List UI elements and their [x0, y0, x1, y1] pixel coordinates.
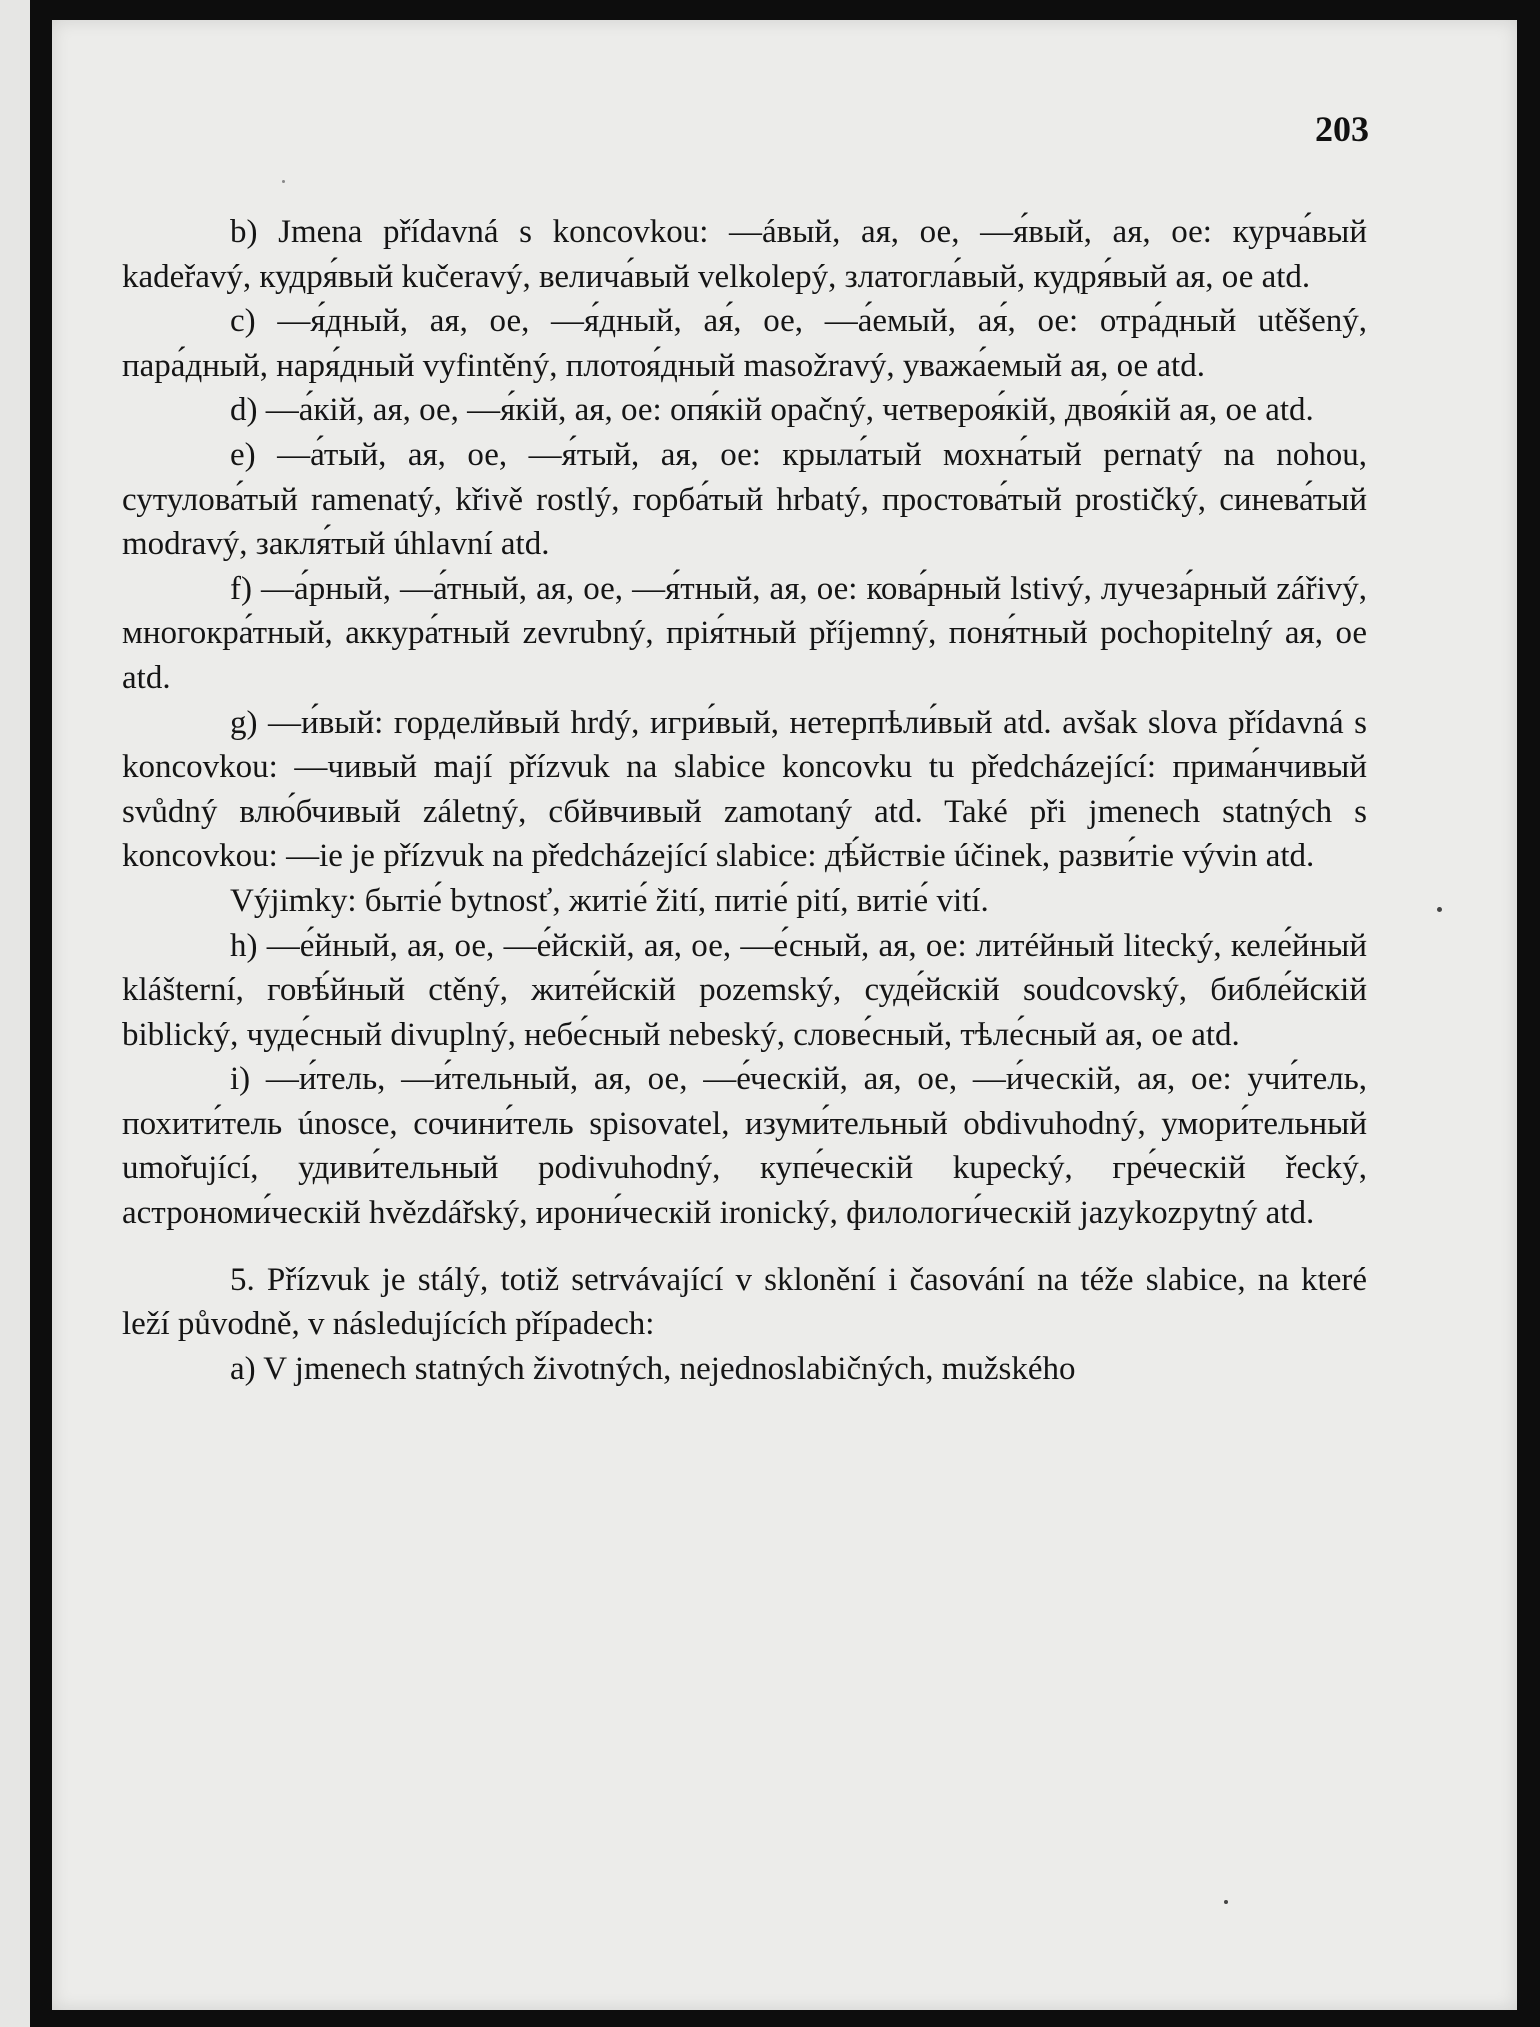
- paragraph-section-5: 5. Přízvuk je stálý, totiž setrvávající v sklonění i časování na téže slabice, na které leží původně, v následujících případech:: [122, 1261, 1367, 1343]
- adjacent-page-edge: [0, 0, 30, 2027]
- paragraph-exceptions: Výjimky: бытіе́ bytnosť, житіе́ žití, питіе́ pití, витіе́ vití.: [230, 882, 989, 919]
- scan-speck: [282, 180, 285, 183]
- scan-speck: [1224, 1900, 1228, 1904]
- paragraph-i: i) —и́тель, —и́тельный, ая, ое, —е́ческій, ая, ое, —и́ческій, ая, ое: учи́тель, похити́тель únosce, сочини́тель spisovatel, изуми́тельный obdivuhodný, умори́тельный umořující, удиви́тельный podivuhodný, купе́ческій kupecký, гре́ческій řecký, астрономи́ческій hvězdářský, ирони́ческій ironický, филологи́ческій jazykozpytný atd.: [122, 1061, 1367, 1232]
- paragraph-c: c) —я́дный, ая, ое, —я́дный, ая́, ое, —а́емый, ая́, ое: отра́дный utěšený, пара́дный, наря́дный vyfintěný, плотоя́дный masožravý, уважа́емый ая, ое atd.: [122, 303, 1367, 384]
- scan-border: [30, 0, 52, 2027]
- scan-speck: [1437, 907, 1442, 912]
- paragraph-5a: a) V jmenech statných životných, nejednoslabičných, mužského: [230, 1350, 1076, 1387]
- paragraph-g: g) —и́вый: горделйвый hrdý, игри́вый, нетерпѣли́вый atd. avšak slova přídavná s koncovkou: —чивый mají přízvuk na slabice koncovku tu předcházející: прима́нчивый svůdný влю́бчивый záletný, сбйвчивый zamotaný atd. Také při jmenech statných s koncovkou: —ie je přízvuk na předcházející slabice: дѣ́йствіе účinek, разви́тіе vývin atd.: [122, 704, 1367, 875]
- paragraph-b: b) Jmena přídavná s koncovkou: —áвый, ая, ое, —я́вый, ая, ое: курча́вый kadeřavý, кудря́вый kučeravý, велича́вый velkolepý, златогла́вый, кудря́вый ая, ое atd.: [122, 214, 1367, 295]
- book-page: [52, 20, 1517, 2010]
- paragraph-e: e) —а́тый, ая, ое, —я́тый, ая, ое: крыла́тый мохна́тый pernatý na nohou, сутулова́тый ramenatý, křivě rostlý, горба́тый hrbatý, простова́тый prostičký, синева́тый modravý, закля́тый úhlavní atd.: [122, 436, 1367, 563]
- paragraph-d: d) —а́кій, ая, ое, —я́кій, ая, ое: опя́кій opačný, четвероя́кій, двоя́кій ая, ое atd.: [230, 392, 1314, 429]
- paragraph-h: h) —е́йный, ая, ое, —е́йскій, ая, ое, —е́сный, ая, ое: литéйный litecký, келе́йный klášterní, говѣ́йный ctěný, жите́йскій pozemský, суде́йскій soudcovský, библе́йскій biblický, чуде́сный divuplný, небе́сный nebeský, слове́сный, тѣле́сный ая, ое atd.: [122, 927, 1367, 1053]
- page-body: [122, 210, 1367, 1391]
- page-number: 203: [1315, 109, 1369, 149]
- paragraph-f: f) —а́рный, —а́тный, ая, ое, —я́тный, ая, ое: кова́рный lstivý, лучеза́рный zářivý, многокра́тный, аккура́тный zevrubný, прія́тный příjemný, поня́тный pochopitelný ая, ое atd.: [122, 570, 1367, 696]
